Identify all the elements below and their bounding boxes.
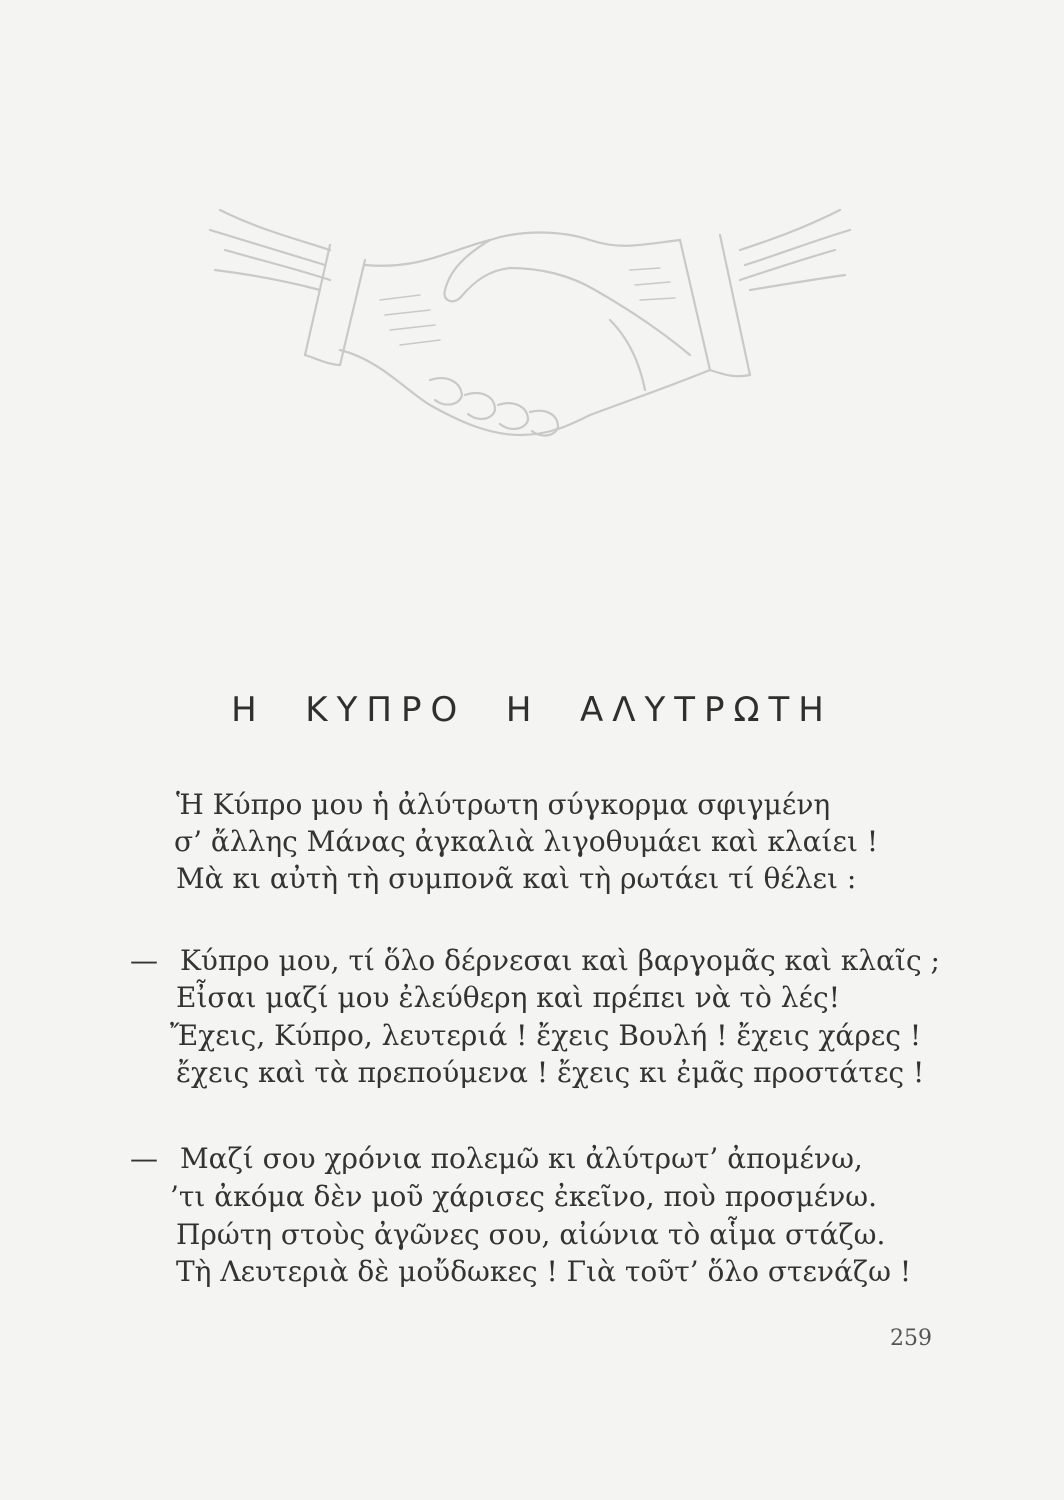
poem-line: σ’ ἄλλης Μάνας ἀγκαλιὰ λιγοθυμάει καὶ κλαίει ! <box>174 825 879 858</box>
poem-line: ἔχεις καὶ τὰ πρεπούμενα ! ἔχεις κι ἐμᾶς προστάτες ! <box>176 1056 925 1089</box>
page-number: 259 <box>890 1326 932 1351</box>
poem-line: Ἔχεις, Κύπρο, λευτεριά ! ἔχεις Βουλή ! ἔχεις χάρες ! <box>170 1019 922 1052</box>
poem-line: ’τι ἀκόμα δὲν μοῦ χάρισες ἐκεῖνο, ποὺ προσμένω. <box>170 1180 877 1213</box>
poem-title: Η ΚΥΠΡΟ Η ΑΛΥΤΡΩΤΗ <box>231 690 833 730</box>
dialogue-dash: — <box>130 1142 158 1175</box>
dialogue-dash: — <box>130 944 158 977</box>
poem-line: Πρώτη στοὺς ἀγῶνες σου, αἰώνια τὸ αἷμα στάζω. <box>176 1218 886 1251</box>
poem-line: Κύπρο μου, τί ὅλο δέρνεσαι καὶ βαργομᾶς καὶ κλαῖς ; <box>180 944 940 977</box>
poem-line: Τὴ Λευτεριὰ δὲ μοὔδωκες ! Γιὰ τοῦτ’ ὅλο στενάζω ! <box>176 1255 912 1288</box>
poem-line: Μαζί σου χρόνια πολεμῶ κι ἀλύτρωτ’ ἀπομένω, <box>180 1142 863 1175</box>
poem-line: Μὰ κι αὐτὴ τὴ συμπονᾶ καὶ τὴ ρωτάει τί θέλει : <box>176 862 857 895</box>
handshake-icon <box>190 150 870 460</box>
poem-line: Εἶσαι μαζί μου ἐλεύθερη καὶ πρέπει νὰ τὸ λές! <box>176 981 840 1014</box>
poem-line: Ἡ Κύπρο μου ἡ ἀλύτρωτη σύγκορμα σφιγμένη <box>176 788 831 821</box>
